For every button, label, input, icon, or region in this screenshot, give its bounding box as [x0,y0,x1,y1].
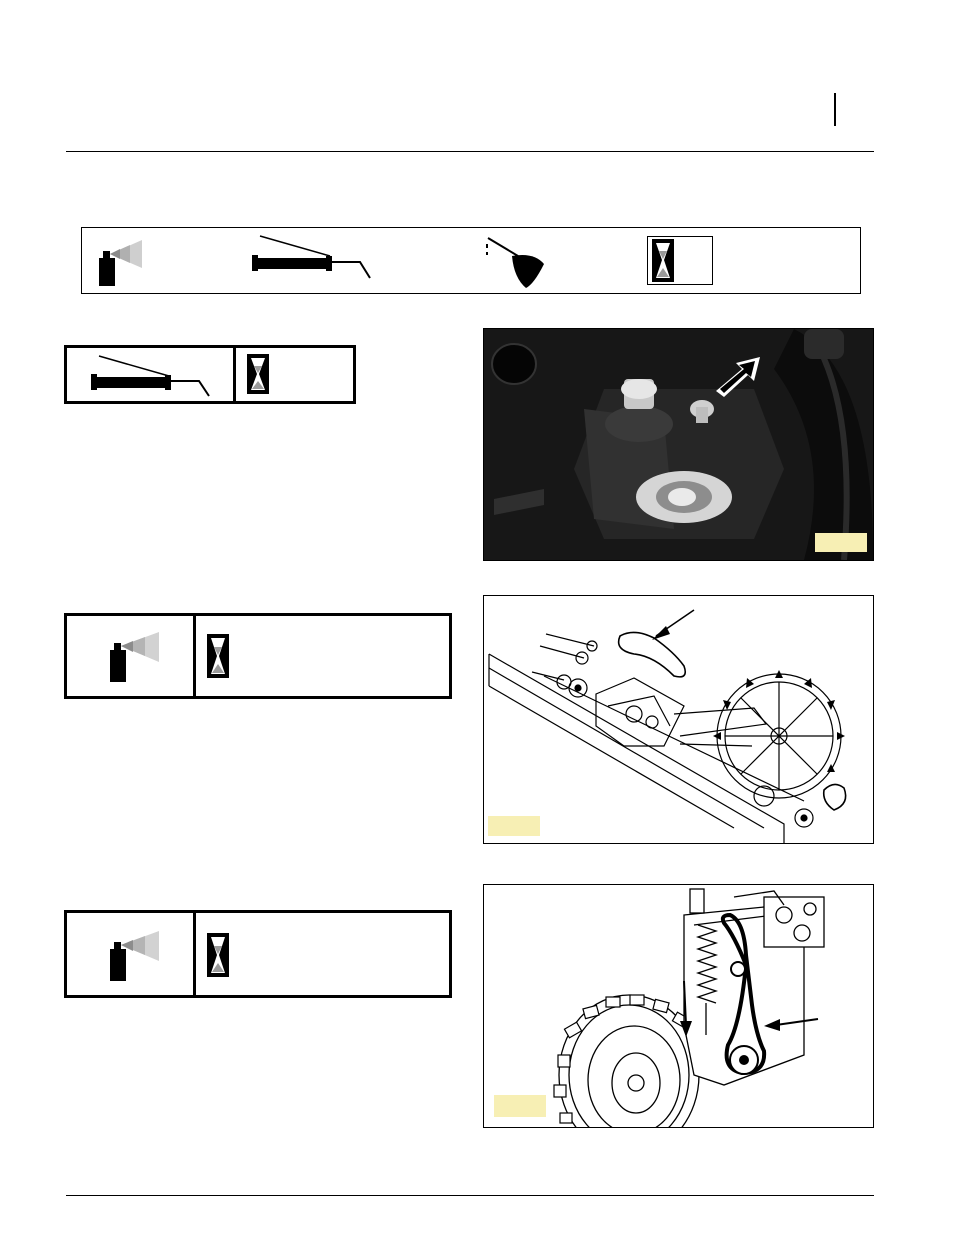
section-2-icon-box [64,613,452,699]
figure-1-label [815,533,867,552]
footer-rule [66,1195,874,1196]
figure-2-drawing [483,595,874,844]
oil-can-icon [482,234,552,290]
spray-lubricant-icon [90,236,142,288]
figure-3-label [494,1095,546,1117]
divider [233,348,236,401]
grease-gun-icon [87,350,217,400]
figure-1-photo [483,328,874,561]
spray-lubricant-icon [101,628,161,684]
interval-hourglass-icon [647,236,713,285]
divider [193,616,196,696]
grease-gun-icon [248,232,378,284]
hourglass-icon [207,933,231,977]
lubrication-legend [81,227,861,294]
divider [193,913,196,995]
section-1-icon-box [64,345,356,404]
figure-2-label [488,816,540,836]
hourglass-icon [207,634,231,678]
figure-3-drawing [483,884,874,1128]
hourglass-icon [247,354,271,394]
section-3-icon-box [64,910,452,998]
spray-lubricant-icon [101,927,161,983]
header-marker-line [834,93,836,126]
header-rule [66,151,874,152]
